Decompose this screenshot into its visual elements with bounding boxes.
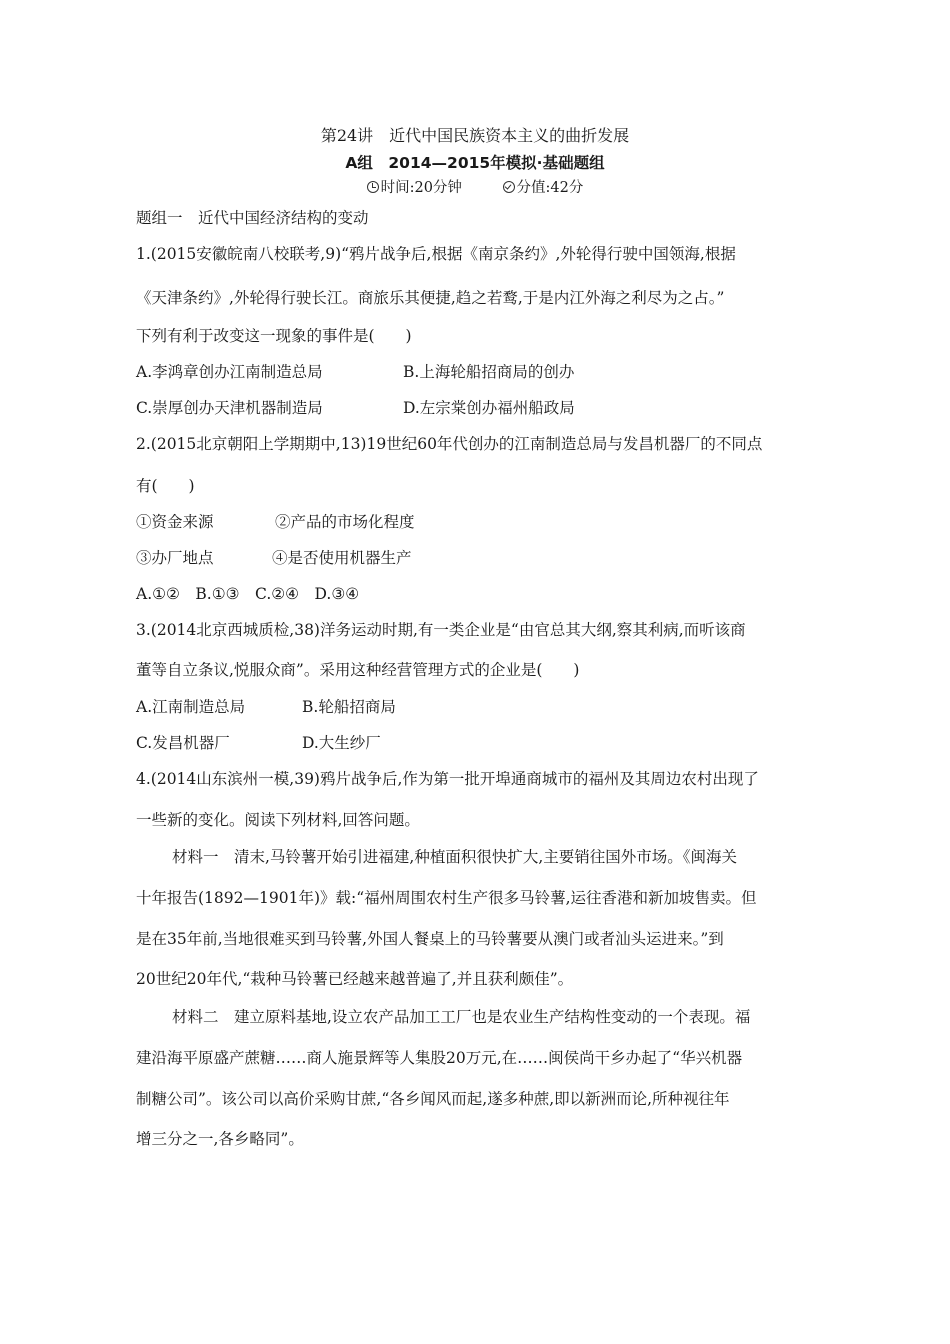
time-info: 时间:20分钟 <box>367 180 462 196</box>
q1-text-line1: 1.(2015安徽皖南八校联考,9)“鸦片战争后,根据《南京条约》,外轮得行驶中国领海,根据 <box>136 245 736 263</box>
clock-icon <box>367 181 379 193</box>
q1-text-line3: 下列有利于改变这一现象的事件是( ) <box>136 327 412 345</box>
q3-option-d: D.大生纱厂 <box>302 734 381 752</box>
q4-material2-line2: 建沿海平原盛产蔗糖……商人施景辉等人集股20万元,在……闽侯尚干乡办起了“华兴机器 <box>136 1049 743 1067</box>
exam-meta <box>0 178 950 198</box>
q1-text-line2: 《天津条约》,外轮得行驶长江。商旅乐其便捷,趋之若鹜,于是内江外海之利尽为之占。” <box>136 289 725 307</box>
q4-material2-line3: 制糖公司”。该公司以高价采购甘蔗,“各乡闻风而起,遂多种蔗,即以新洲而论,所种视往年 <box>136 1090 730 1108</box>
q3-option-c: C.发昌机器厂 <box>136 734 230 752</box>
q1-option-d: D.左宗棠创办福州船政局 <box>403 399 575 417</box>
section-heading: 题组一 近代中国经济结构的变动 <box>136 209 369 227</box>
q3-text-line1: 3.(2014北京西城质检,38)洋务运动时期,有一类企业是“由官总其大纲,察其利病,而听该商 <box>136 621 746 639</box>
q4-material1-line3: 是在35年前,当地很难买到马铃薯,外国人餐桌上的马铃薯要从澳门或者汕头运进来。”到 <box>136 930 724 948</box>
group-subtitle: A组 2014—2015年模拟·基础题组 <box>345 154 605 172</box>
q1-option-c: C.崇厚创办天津机器制造局 <box>136 399 323 417</box>
q2-item-4: ④是否使用机器生产 <box>272 549 412 567</box>
q2-item-3: ③办厂地点 <box>136 549 214 567</box>
q4-material1-line2: 十年报告(1892—1901年)》载:“福州周围农村生产很多马铃薯,运往香港和新加坡售卖。但 <box>136 889 757 907</box>
q2-choices: A.①② B.①③ C.②④ D.③④ <box>136 585 360 603</box>
q3-option-a: A.江南制造总局 <box>136 698 246 716</box>
q2-text-line1: 2.(2015北京朝阳上学期期中,13)19世纪60年代创办的江南制造总局与发昌机器厂的不同点 <box>136 435 763 453</box>
q4-material1-line1: 材料一 清末,马铃薯开始引进福建,种植面积很快扩大,主要销往国外市场。《闽海关 <box>172 848 738 866</box>
check-circle-icon <box>503 181 515 193</box>
lesson-title: 第24讲 近代中国民族资本主义的曲折发展 <box>320 126 630 145</box>
q4-material2-line1: 材料二 建立原料基地,设立农产品加工工厂也是农业生产结构性变动的一个表现。福 <box>172 1008 751 1026</box>
q4-text-line2: 一些新的变化。阅读下列材料,回答问题。 <box>136 811 420 829</box>
score-info: 分值:42分 <box>503 180 584 196</box>
q4-material2-line4: 增三分之一,各乡略同”。 <box>136 1130 304 1148</box>
q2-text-line2: 有( ) <box>136 477 195 495</box>
q1-option-b: B.上海轮船招商局的创办 <box>403 363 575 381</box>
q1-option-a: A.李鸿章创办江南制造总局 <box>136 363 323 381</box>
q3-option-b: B.轮船招商局 <box>302 698 396 716</box>
q2-item-2: ②产品的市场化程度 <box>275 513 415 531</box>
q4-material1-line4: 20世纪20年代,“栽种马铃薯已经越来越普遍了,并且获利颇佳”。 <box>136 970 574 988</box>
q2-item-1: ①资金来源 <box>136 513 214 531</box>
q4-text-line1: 4.(2014山东滨州一模,39)鸦片战争后,作为第一批开埠通商城市的福州及其周边农村出现了 <box>136 770 759 788</box>
q3-text-line2: 董等自立条议,悦服众商”。采用这种经营管理方式的企业是( ) <box>136 661 580 679</box>
